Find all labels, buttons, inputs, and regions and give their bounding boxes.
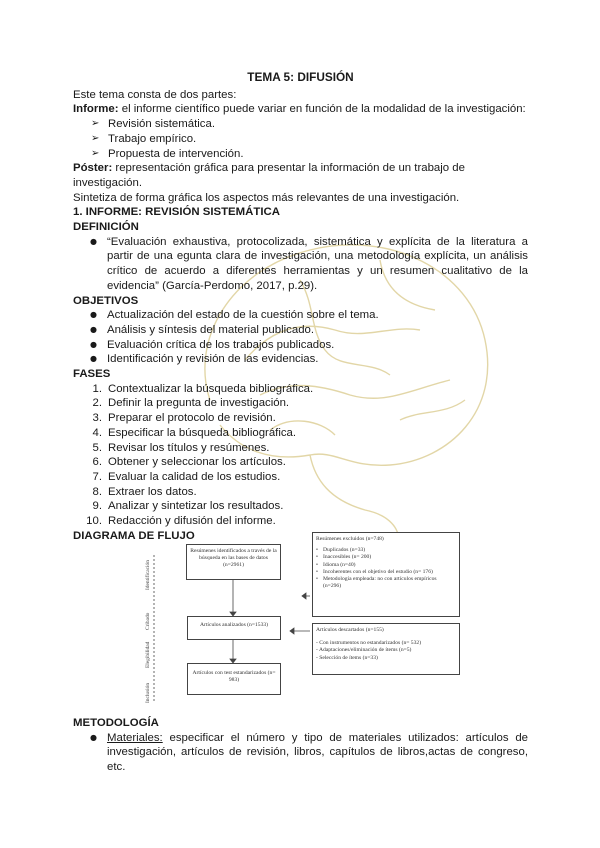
list-item: - Selección de ítems (n=33): [316, 654, 378, 661]
metodologia-heading: METODOLOGÍA: [73, 717, 159, 729]
materiales-text: especificar el número y tipo de materiales utilizados: artículos de investigación, artículos de revisión, libros, capítulos de libros,actas de congreso, etc.: [107, 731, 528, 774]
list-text: Definir la pregunta de investigación.: [108, 397, 290, 410]
side-label-identificacion: Identificación: [145, 560, 151, 590]
excluded-list: [316, 547, 456, 590]
definicion-heading: DEFINICIÓN: [73, 221, 139, 234]
list-item: ● Actualización del estado de la cuestión sobre el tema.: [90, 308, 528, 323]
list-item: • Duplicados (n=33): [316, 547, 456, 554]
list-text: Preparar el protocolo de revisión.: [108, 412, 276, 425]
list-number: 9.: [92, 500, 102, 513]
list-text: Obtener y seleccionar los artículos.: [108, 456, 286, 469]
list-item: [90, 396, 528, 411]
list-text: Especificar la búsqueda bibliográfica.: [108, 426, 297, 439]
list-number: 7.: [92, 470, 102, 483]
list-text: Evaluar la calidad de los estudios.: [108, 470, 281, 483]
materiales-label: Materiales:: [107, 731, 163, 744]
list-item: • Metodología empleada: no con artículos empíricos (n=296): [316, 576, 456, 590]
diagrama-heading: DIAGRAMA DE FLUJO: [73, 529, 195, 542]
informe-label: Informe:: [73, 103, 119, 116]
discarded-list: [316, 640, 456, 662]
section-heading: 1. INFORME: REVISIÓN SISTEMÁTICA: [73, 206, 280, 219]
list-text: Contextualizar la búsqueda bibliográfica.: [108, 382, 314, 395]
list-item: • Idioma (n=40): [316, 562, 456, 569]
list-text: Analizar y sintetizar los resultados.: [108, 500, 284, 513]
box-identified: [186, 544, 281, 580]
box-text: Artículos con test estandarizados (n= 983): [192, 670, 276, 684]
list-item: ● Análisis y síntesis del material publicado.: [90, 323, 528, 338]
list-item: ➢ Revisión sistemática.: [91, 117, 528, 132]
list-number: 3.: [92, 412, 102, 425]
poster-paragraph: [73, 161, 528, 190]
list-item: [90, 455, 528, 470]
list-item: [90, 426, 528, 441]
list-item: • Inaccesibles (n= 200): [316, 554, 456, 561]
list-number: 10.: [86, 515, 102, 528]
box-text: Artículos analizados (n=1533): [199, 622, 269, 628]
list-number: 2.: [92, 397, 102, 410]
box-analyzed: [187, 616, 281, 640]
definicion-text: ● “Evaluación exhaustiva, protocolizada, sistemática y explícita de la literatura a partir de una egunta clara de investigación, una metodología explícita, un análisis crítico de acuerdo a diferentes herramientas y un resumen cualitativo de la evidencia” (García-Perdomo, 2017, p.29).: [90, 235, 528, 294]
informe-list: [73, 117, 528, 161]
list-text: Extraer los datos.: [108, 485, 197, 498]
list-text: Redacción y difusión del informe.: [108, 515, 276, 528]
flow-diagram: [140, 530, 470, 705]
side-label-inclusion: Inclusión: [145, 682, 151, 703]
list-item: ➢ Trabajo empírico.: [91, 132, 528, 147]
fases-heading: FASES: [73, 368, 111, 381]
box-text: Resúmenes identificados a través de la búsqueda en las bases de datos (n=2961): [190, 548, 277, 569]
list-number: 6.: [92, 456, 102, 469]
box-included: [187, 663, 281, 695]
list-item: [90, 485, 528, 500]
box-discarded-articles: [312, 623, 460, 675]
list-number: 5.: [92, 441, 102, 454]
box-title: Resúmenes excluidos (n=748): [316, 536, 384, 542]
list-item: ➢ Propuesta de intervención.: [91, 147, 528, 162]
poster-label: Póster:: [73, 162, 113, 175]
list-text: Revisar los títulos y resúmenes.: [108, 441, 270, 454]
poster-text: representación gráfica para presentar la información de un trabajo de investigación.: [73, 162, 465, 189]
informe-text: el informe científico puede variar en función de la modalidad de la investigación:: [118, 103, 526, 116]
list-item: ● Identificación y revisión de las evidencias.: [90, 352, 528, 367]
fases-list: [73, 382, 528, 529]
page-title: TEMA 5: DIFUSIÓN: [247, 70, 354, 84]
list-item: [90, 731, 528, 775]
list-item: [90, 411, 528, 426]
list-item: [86, 514, 528, 529]
list-item: [90, 499, 528, 514]
objetivos-list: [73, 308, 528, 367]
metodologia-section: [73, 716, 528, 775]
list-item: ● Evaluación crítica de los trabajos publicados.: [90, 338, 528, 353]
poster-line2: Sintetiza de forma gráfica los aspectos más relevantes de una investigación.: [73, 191, 460, 204]
list-number: 1.: [92, 382, 102, 395]
box-title: Artículos descartados (n=155): [316, 627, 384, 633]
list-number: 4.: [92, 426, 102, 439]
objetivos-heading: OBJETIVOS: [73, 294, 139, 307]
metodologia-list: [73, 731, 528, 775]
list-number: 8.: [92, 485, 102, 498]
intro-text: Este tema consta de dos partes:: [73, 88, 237, 101]
arrow-head: [302, 593, 306, 599]
arrow-head: [290, 628, 294, 634]
list-item: • Incoherentes con el objetivo del estudio (n= 176): [316, 569, 456, 576]
list-item: [90, 470, 528, 485]
definicion-list: [73, 235, 528, 294]
document-body: [73, 70, 528, 544]
list-item: - Adaptaciones/eliminación de ítems (n=5): [316, 647, 412, 654]
informe-paragraph: [73, 102, 528, 117]
side-label-cribado: Cribado: [145, 612, 151, 630]
side-label-elegibilidad: Elegibilidad: [145, 641, 151, 668]
box-excluded-abstracts: [312, 532, 460, 617]
list-item: [90, 441, 528, 456]
list-item: [90, 382, 528, 397]
list-item: - Con instrumentos no estandarizados (n= 532): [316, 640, 422, 647]
